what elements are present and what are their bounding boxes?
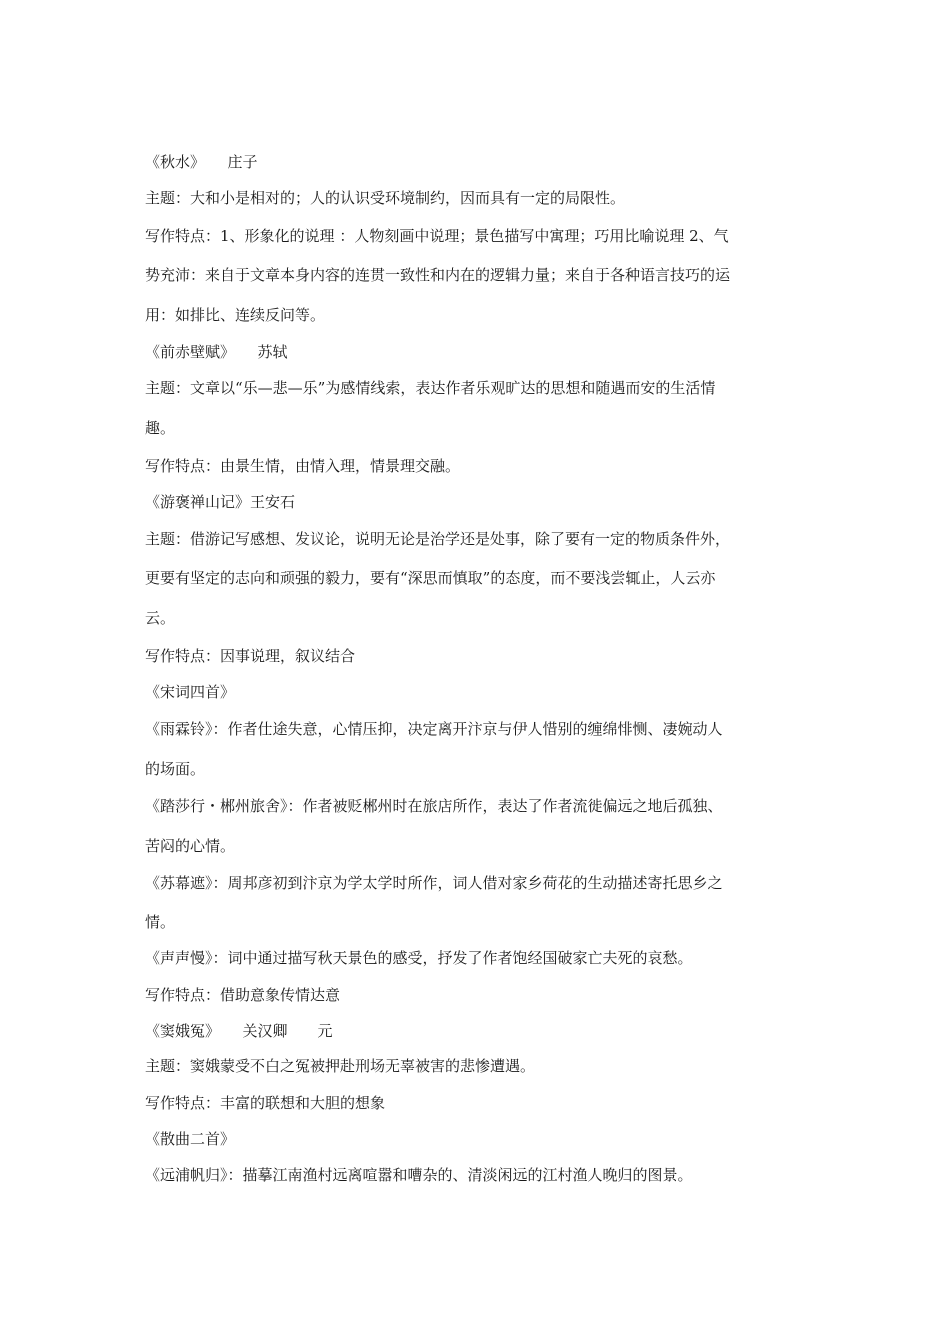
text-line: 《雨霖铃》：作者仕途失意，心情压抑，决定离开汴京与伊人惜别的缠绵悱恻、凄婉动人: [145, 720, 723, 738]
text-line: 苦闷的心情。: [145, 837, 236, 855]
text-line: 主题：借游记写感想、发议论，说明无论是治学还是处事，除了要有一定的物质条件外，: [145, 530, 731, 548]
text-line: 《远浦帆归》：描摹江南渔村远离喧嚣和嘈杂的、清淡闲远的江村渔人晚归的图景。: [145, 1166, 693, 1184]
text-line: 写作特点：因事说理，叙议结合: [145, 647, 356, 665]
text-line: 写作特点：由景生情，由情入理，情景理交融。: [145, 457, 461, 475]
text-line: 主题：大和小是相对的；人的认识受环境制约，因而具有一定的局限性。: [145, 189, 626, 207]
text-line: 势充沛：来自于文章本身内容的连贯一致性和内在的逻辑力量；来自于各种语言技巧的运: [145, 266, 731, 284]
text-line: 写作特点：1、形象化的说理 ：人物刻画中说理；景色描写中寓理；巧用比喻说理 2、气: [145, 227, 729, 245]
text-line: 主题：窦娥蒙受不白之冤被押赴刑场无辜被害的悲惨遭遇。: [145, 1057, 536, 1075]
heading-youbaochanshanji: 《游褒禅山记》王安石: [145, 493, 296, 511]
heading-qiushui: 《秋水》 庄子: [145, 153, 258, 171]
heading-douewan: 《窦娥冤》 关汉卿 元: [145, 1022, 333, 1040]
text-line: 情。: [145, 913, 176, 931]
text-line: 《苏幕遮》：周邦彦初到汴京为学太学时所作，词人借对家乡荷花的生动描述寄托思乡之: [145, 874, 723, 892]
text-line: 用：如排比、连续反问等。: [145, 306, 326, 324]
text-line: 写作特点：借助意象传情达意: [145, 986, 341, 1004]
heading-sanqu: 《散曲二首》: [145, 1130, 236, 1148]
heading-songci: 《宋词四首》: [145, 683, 236, 701]
text-line: 趣。: [145, 419, 176, 437]
text-line: 云。: [145, 609, 176, 627]
text-line: 的场面。: [145, 760, 206, 778]
heading-qianchibifu: 《前赤壁赋》 苏轼: [145, 343, 288, 361]
text-line: 主题：文章以“乐—悲—乐”为感情线索，表达作者乐观旷达的思想和随遇而安的生活情: [145, 379, 716, 397]
text-line: 写作特点：丰富的联想和大胆的想象: [145, 1094, 386, 1112]
text-line: 《踏莎行・郴州旅舍》：作者被贬郴州时在旅店所作，表达了作者流徙偏远之地后孤独、: [145, 797, 723, 815]
text-line: 更要有坚定的志向和顽强的毅力，要有“深思而慎取”的态度，而不要浅尝辄止，人云亦: [145, 569, 716, 587]
text-line: 《声声慢》：词中通过描写秋天景色的感受，抒发了作者饱经国破家亡夫死的哀愁。: [145, 949, 693, 967]
